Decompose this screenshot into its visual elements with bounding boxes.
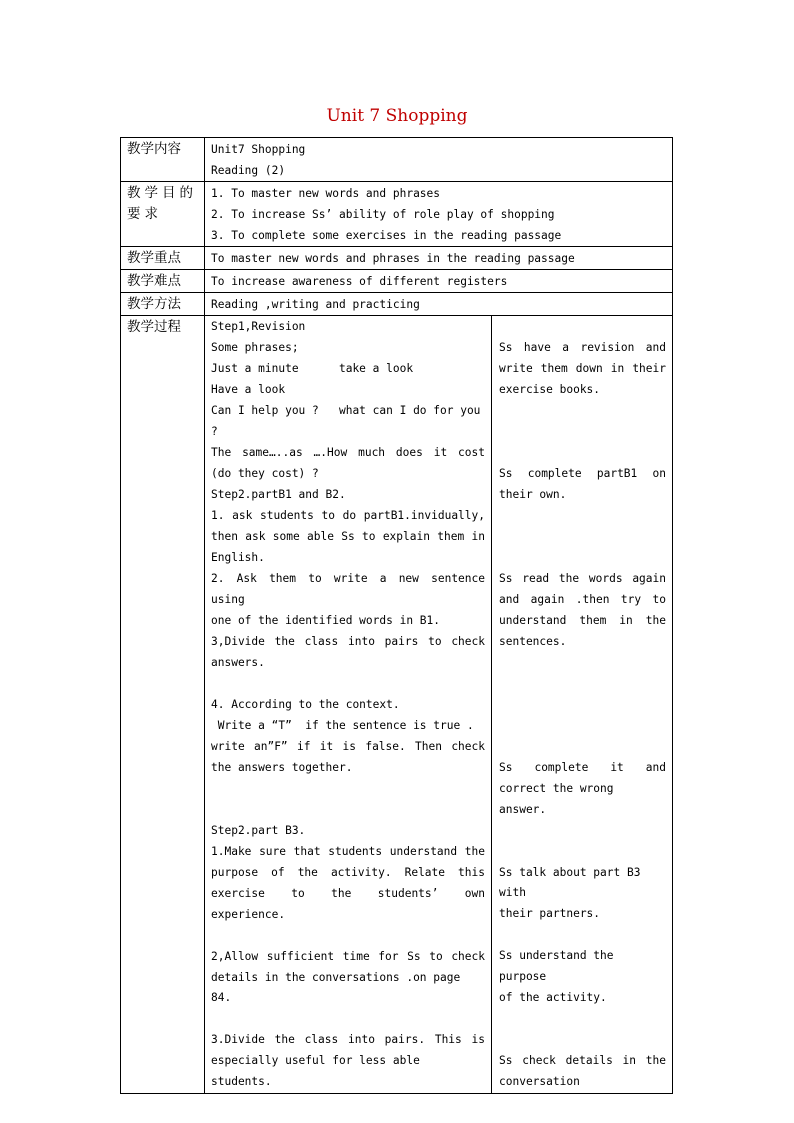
label-methods: 教学方法	[121, 293, 205, 316]
label-content: 教学内容	[121, 138, 205, 182]
activity-line	[499, 925, 666, 946]
activity-line	[499, 842, 666, 863]
activity-line	[499, 1009, 666, 1030]
process-line: Step2.partB1 and B2.	[211, 488, 346, 501]
activity-line	[499, 674, 666, 695]
process-line: details in the conversations .on page 84.	[211, 970, 461, 1005]
row-methods	[121, 293, 673, 316]
process-line: Just a minute take a look	[211, 362, 414, 375]
activity-line: Ss understand the purpose	[499, 949, 614, 983]
process-line: 4. According to the context.	[211, 697, 400, 711]
activity-line	[499, 422, 666, 443]
student-activities-cell	[492, 316, 673, 1094]
activity-line: write them down in their	[499, 362, 666, 375]
methods-text: Reading ,writing and practicing	[205, 293, 673, 316]
activity-line	[499, 317, 666, 338]
activity-line: understand them in the	[499, 614, 666, 627]
process-line: 2. Ask them to write a new sentence using	[211, 572, 485, 606]
objectives-cell	[205, 182, 673, 247]
content-cell	[205, 138, 673, 182]
content-line: Unit7 Shopping	[211, 143, 306, 156]
activity-line	[499, 821, 666, 842]
process-line: purpose of the activity. Relate this	[211, 865, 485, 879]
lesson-plan-table	[120, 137, 673, 1094]
process-line: Write a “T” if the sentence is true .	[211, 718, 474, 732]
activity-line: of the activity.	[499, 990, 607, 1004]
label-difficulties: 教学难点	[121, 270, 205, 293]
activity-line: Ss check details in the	[499, 1053, 666, 1067]
process-line: 1.Make sure that students understand the	[211, 844, 485, 858]
process-line: exercise to the students’ own	[211, 886, 485, 900]
process-line: Step2.part B3.	[211, 823, 306, 837]
activity-line	[499, 653, 666, 674]
process-line	[211, 800, 485, 821]
label-process: 教学过程	[121, 316, 205, 1094]
activity-line: Ss read the words again	[499, 572, 666, 585]
row-key-points	[121, 247, 673, 270]
activity-line: and again .then try to	[499, 593, 666, 606]
activity-line	[499, 527, 666, 548]
activity-line	[499, 548, 666, 569]
activity-line	[499, 506, 666, 527]
activity-line: their own.	[499, 488, 567, 501]
process-line: 3.Divide the class into pairs. This is	[211, 1033, 485, 1047]
objective-line: 1. To master new words and phrases	[211, 187, 441, 200]
process-line: 3,Divide the class into pairs to check	[211, 634, 485, 648]
activity-line	[499, 737, 666, 758]
process-line: Have a look	[211, 383, 286, 396]
process-line: experience.	[211, 907, 286, 921]
activity-line	[499, 716, 666, 737]
process-line: The same…..as ….How much does it cost	[211, 446, 485, 459]
key-points-text: To master new words and phrases in the reading passage	[205, 247, 673, 270]
process-line: answers.	[211, 655, 265, 669]
process-line: the answers together.	[211, 760, 353, 774]
activity-line: Ss have a revision and	[499, 341, 666, 354]
activity-line	[499, 401, 666, 422]
process-line: especially useful for less able students.	[211, 1054, 420, 1088]
process-line	[211, 674, 485, 695]
activity-line: exercise books.	[499, 383, 601, 396]
label-objectives: 教学目的要求	[121, 182, 205, 247]
process-line	[211, 926, 485, 947]
activity-line	[499, 695, 666, 716]
process-line: 1. ask students to do partB1.invidually,	[211, 509, 485, 522]
process-line: Some phrases;	[211, 341, 299, 354]
label-key-points: 教学重点	[121, 247, 205, 270]
process-line: ?	[211, 425, 218, 438]
process-line	[211, 779, 485, 800]
process-line	[211, 1009, 485, 1030]
process-line: English.	[211, 551, 265, 564]
row-process	[121, 316, 673, 1094]
activity-line: their partners.	[499, 907, 601, 921]
activity-line: Ss complete it and	[499, 761, 666, 774]
page-title: Unit 7 Shopping	[326, 106, 468, 126]
process-line: Can I help you ? what can I do for you	[211, 404, 481, 417]
process-line: one of the identified words in B1.	[211, 613, 441, 627]
process-line: Step1,Revision	[211, 320, 306, 333]
objective-line: 2. To increase Ss’ ability of role play of shopping	[211, 208, 555, 221]
activity-line	[499, 443, 666, 464]
row-difficulties	[121, 270, 673, 293]
process-steps-cell	[205, 316, 492, 1094]
process-line: then ask some able Ss to explain them in	[211, 530, 485, 543]
difficulties-text: To increase awareness of different registers	[205, 270, 673, 293]
activity-line: correct the wrong answer.	[499, 782, 614, 816]
process-line: (do they cost) ?	[211, 467, 319, 480]
process-line: write an”F” if it is false. Then check	[211, 739, 485, 753]
activity-line: Ss talk about part B3 with	[499, 865, 641, 900]
activity-line: conversation	[499, 1074, 580, 1088]
activity-line: sentences.	[499, 635, 567, 648]
objective-line: 3. To complete some exercises in the reading passage	[211, 229, 562, 242]
content-line: Reading (2)	[211, 164, 286, 177]
row-content	[121, 138, 673, 182]
row-objectives	[121, 182, 673, 247]
process-line: 2,Allow sufficient time for Ss to check	[211, 949, 485, 963]
activity-line	[499, 1030, 666, 1051]
activity-line: Ss complete partB1 on	[499, 467, 666, 480]
